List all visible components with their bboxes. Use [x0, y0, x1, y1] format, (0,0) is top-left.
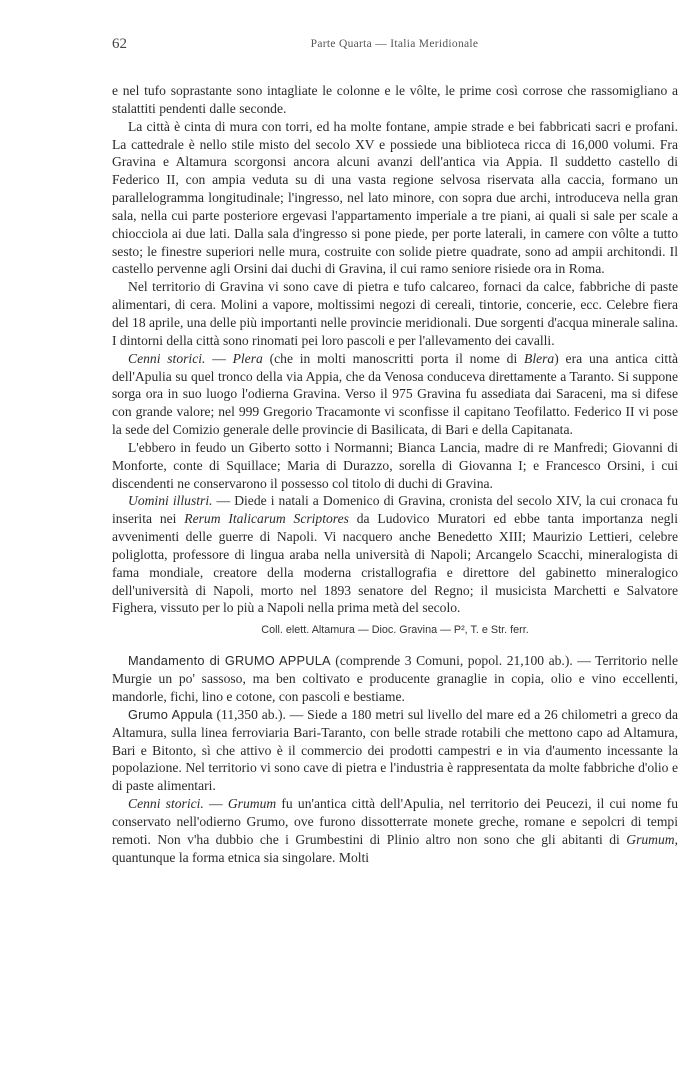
text-run: (che in molti manoscritti porta il nome di — [262, 350, 525, 366]
paragraph-grumo-history — [112, 795, 678, 866]
running-title: Parte Quarta — Italia Meridionale — [310, 38, 479, 50]
paragraph-feudal-lords: L'ebbero in feudo un Giberto sotto i Normanni; Bianca Lancia, madre di re Manfredi; Giovanni di Monforte, conte di Squillace; Maria di Durazzo, sorella di Giovanna I; e Francesco Orsini, i cui discendenti ne conservarono il possesso col titolo di duchi di Gravina. — [112, 439, 678, 491]
grumo-heading: Grumo Appula — [128, 706, 213, 722]
page-number: 62 — [112, 36, 127, 52]
text-run: (11,350 ab.). — Siede a 180 metri sul livello del mare ed a 26 chilometri a greco da Altamura, sulla linea ferroviaria Bari-Taranto, con belle strade rotabili che mettono capo ad Altamura, Bari e Bitonto, sì che attivo è il commercio dei prodotti campestri e in via d'aumento incessante la popolazione. Nel territorio vi sono cave di pietra e l'industria è rappresentata da molte fabbriche d'olio e di paste alimentari. — [112, 706, 678, 794]
page-header — [112, 36, 677, 56]
text-run: (comprende 3 Comuni, popol. 21,100 ab.). — Territorio nelle Murgie un po' sassoso, ma ben coltivato e producente granaglie in copia, olio e vino eccellenti, mandorle, fichi, lino e cotone, con pascoli e bestiame. — [112, 653, 678, 704]
text-run: — Diede i natali a Domenico di Gravina, cronista del secolo XIV, la cui cronaca fu inserita nei — [112, 493, 678, 527]
paragraph-grumo — [112, 706, 678, 795]
mandamento-heading: Mandamento di GRUMO APPULA — [128, 653, 331, 669]
section-lead-history: Cenni storici. — [128, 350, 206, 366]
place-name-plera: Plera — [232, 350, 263, 366]
text-run: — — [205, 350, 233, 366]
text-run: — — [203, 796, 228, 812]
place-name-grumum: Grumum — [227, 796, 277, 812]
paragraph-city-description: La città è cinta di mura con torri, ed ha molte fontane, ampie strade e bei fabbricati sacri e profani. La cattedrale è nello stile misto del secolo XV e possiede una biblioteca ricca di 16,000 volumi. Fra Gravina e Altamura scorgonsi ancora alcuni avanzi dell'antica via Appia. Il suddetto castello di Federico II, con ampia veduta su di una vasta regione selvosa riservata alla caccia, formano un parallelogramma longitudinale; l'ingresso, nel lato minore, con sopra due archi, introduceva nella gran sala, nella cui parte posteriore ergevasi l'appartamento imperiale a tre piani, ai quali si sale per scale a chiocciola ai due lati. Dalla sala d'ingresso si pone piede, per porte laterali, in camere con vôlte a tutto sesto; le finestre superiori nelle mura, costruite con solide pietre quadrate, sono ad ampii architondi. Il castello pervenne agli Orsini dai duchi di Gravina, il cui ramo seniore risiede ora in Roma. — [112, 118, 678, 277]
place-name-grumum-2: Grumum — [626, 831, 675, 847]
section-lead-notables: Uomini illustri. — [128, 493, 213, 509]
text-run: , quantunque la forma etnica sia singolare. Molti — [112, 831, 678, 865]
paragraph-continuation: e nel tufo soprastante sono intagliate le colonne e le vôlte, le prime così corrose che rassomigliano a stalattiti pendenti dalle seconde. — [112, 83, 678, 116]
text-run: ) era una antica città dell'Apulia su quel tronco della via Appia, che da Venosa conduceva direttamente a Taranto. Si suppone sorga ora in suo luogo l'odierna Gravina. Verso il 975 Gravina fu assediata dai Saraceni, ma si difese con grande valore; nel 999 Gregorio Tracamonte vi sconfisse il capitano Teofilatto. Federico II vi pose la sede del Comizio generale delle provincie di Basilicata, di Bari e della Capitanata. — [112, 350, 679, 438]
section-lead-history-grumo: Cenni storici. — [128, 796, 204, 812]
body-text — [112, 82, 678, 866]
paragraph-territory: Nel territorio di Gravina vi sono cave di pietra e tufo calcareo, fornaci da calce, fabbriche di paste alimentari, di cera. Molini a vapore, moltissimi negozi di cereali, tintorie, concerie, ecc. Celebre fiera del 18 aprile, una delle più importanti nelle provincie meridionali. Due sorgenti d'acqua minerale salina. I dintorni della città sono rinomati pei loro pascoli e per l'allevamento dei cavalli. — [112, 279, 678, 348]
paragraph-notable-people — [112, 492, 678, 617]
paragraph-mandamento — [112, 652, 678, 706]
text-run: fu un'antica città dell'Apulia, nel territorio dei Peucezi, il cui nome fu conservato nell'odierno Grumo, ove furono dissotterrate monete greche, romane e sepolcri di tempi remoti. Non v'ha dubbio che i Grumbestini di Plinio altro non sono che gli abitanti di — [112, 796, 679, 847]
text-run: da Ludovico Muratori ed ebbe tanta importanza negli avvenimenti delle guerre di Napoli. Vi nacquero anche Benedetto XIII; Maurizio Lettieri, celebre poliglotta, professore di lingua araba nella università di Napoli; Arcangelo Scacchi, mineralogista di fama mondiale, creatore della moderna cristallografia e direttore del gabinetto mineralogico dell'università di Napoli, morto nel 1893 senatore del Regno; il musicista Marchetti e Salvatore Fighera, vissuto per lo più a Napoli nella prima metà del secolo. — [112, 511, 678, 616]
work-title: Rerum Italicarum Scriptores — [184, 511, 349, 527]
electoral-line: Coll. elett. Altamura — Dioc. Gravina — P², T. e Str. ferr. — [261, 624, 529, 637]
paragraph-history — [112, 350, 678, 439]
place-name-blera: Blera — [524, 350, 555, 366]
